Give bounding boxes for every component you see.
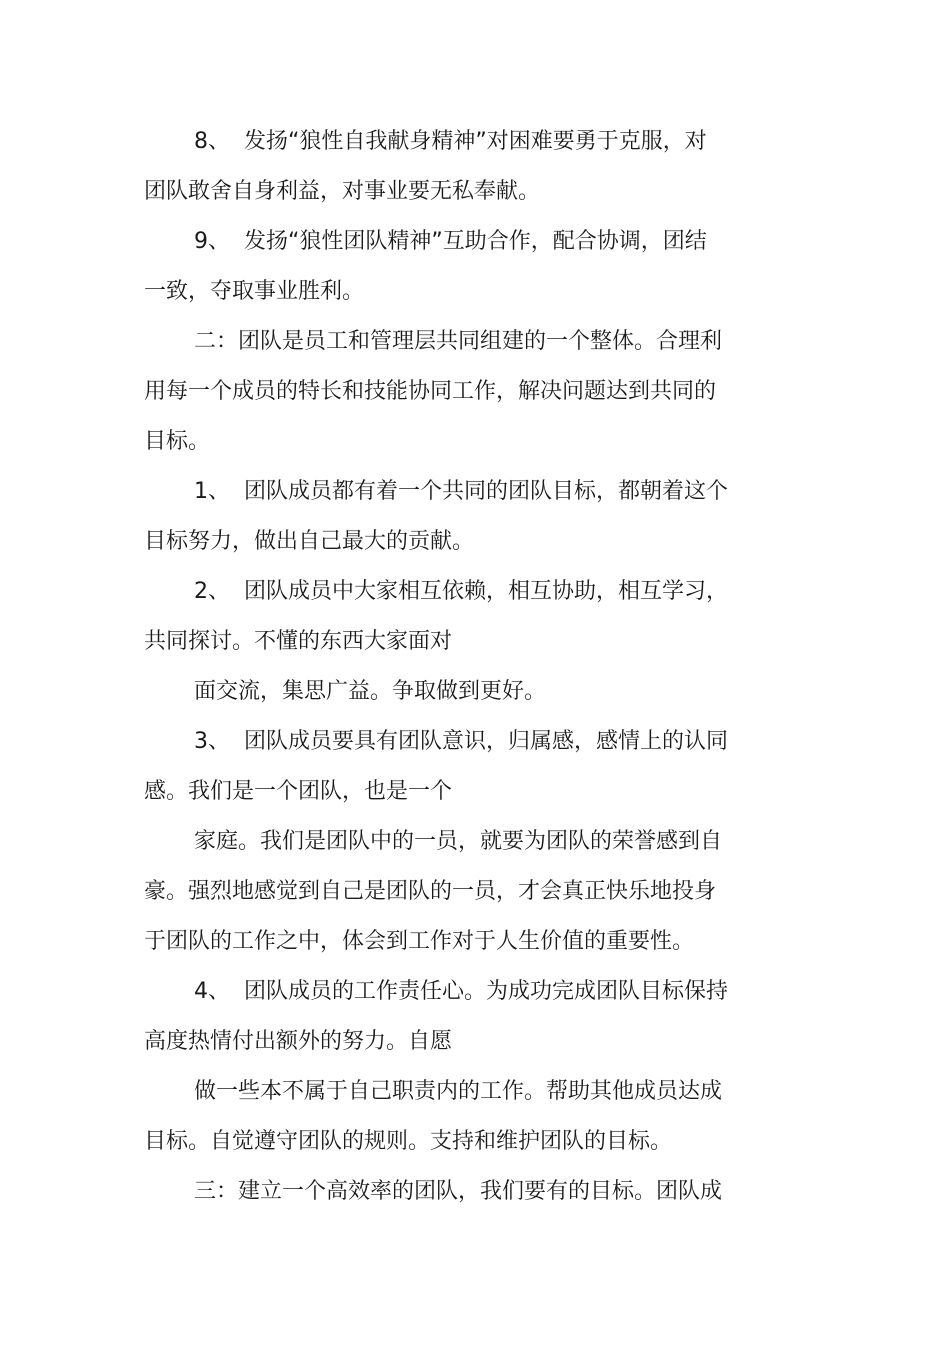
item-1-line-2: 目标努力，做出自己最大的贡献。: [144, 529, 475, 554]
item-2-line-3: 面交流，集思广益。争取做到更好。: [194, 679, 547, 704]
item-1-line-1: 1、 团队成员都有着一个共同的团队目标，都朝着这个: [194, 479, 728, 504]
item-2-line-2: 共同探讨。不懂的东西大家面对: [144, 629, 453, 654]
item-4-line-2: 高度热情付出额外的努力。自愿: [144, 1029, 453, 1054]
item-4-line-1: 4、 团队成员的工作责任心。为成功完成团队目标保持: [194, 979, 728, 1004]
item-9-line-2: 一致，夺取事业胜利。: [144, 279, 365, 304]
section-3-line-1: 三：建立一个高效率的团队，我们要有的目标。团队成: [194, 1179, 723, 1204]
item-3-line-2: 感。我们是一个团队，也是一个: [144, 779, 453, 804]
item-3-line-4: 豪。强烈地感觉到自己是团队的一员，才会真正快乐地投身: [144, 879, 717, 904]
item-3-line-5: 于团队的工作之中，体会到工作对于人生价值的重要性。: [144, 929, 695, 954]
item-3-line-1: 3、 团队成员要具有团队意识，归属感，感情上的认同: [194, 729, 728, 754]
item-9-line-1: 9、 发扬“狼性团队精神”互助合作，配合协调，团结: [194, 229, 707, 254]
item-8-line-2: 团队敢舍自身利益，对事业要无私奉献。: [144, 179, 541, 204]
item-8-line-1: 8、 发扬“狼性自我献身精神”对困难要勇于克服，对: [194, 129, 707, 154]
section-2-line-3: 目标。: [144, 429, 211, 454]
section-2-line-1: 二：团队是员工和管理层共同组建的一个整体。合理利: [194, 329, 723, 354]
item-2-line-1: 2、 团队成员中大家相互依赖，相互协助，相互学习，: [194, 579, 728, 604]
item-4-line-4: 目标。自觉遵守团队的规则。支持和维护团队的目标。: [144, 1129, 673, 1154]
item-4-line-3: 做一些本不属于自己职责内的工作。帮助其他成员达成: [194, 1079, 723, 1104]
section-2-line-2: 用每一个成员的特长和技能协同工作，解决问题达到共同的: [144, 379, 717, 404]
item-3-line-3: 家庭。我们是团队中的一员，就要为团队的荣誉感到自: [194, 829, 723, 854]
